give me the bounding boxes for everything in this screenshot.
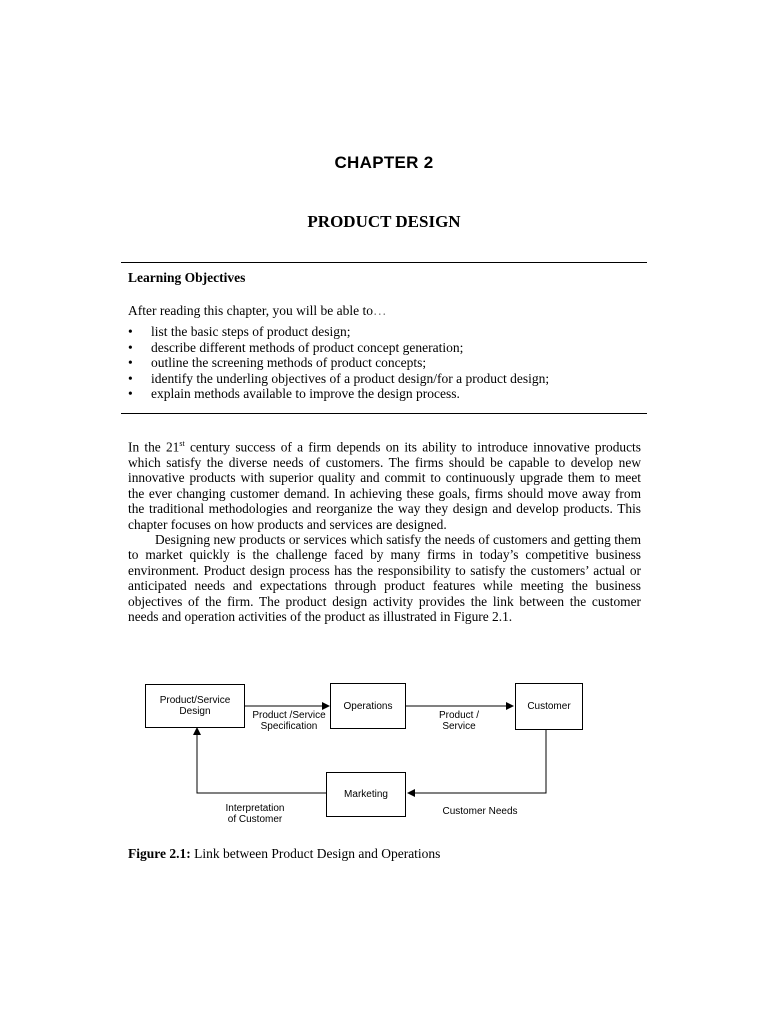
product-service-design-box [145,684,245,728]
arrow-customer-to-marketing [408,730,546,793]
caption-text: Link between Product Design and Operations [190,846,441,861]
spec-label-line2: Specification [260,721,318,732]
learning-objectives-intro [128,303,387,319]
product-service-design-text: Product/Service Design [159,695,231,717]
p1-start: In the 21 [128,439,180,455]
interp-label-line2: of Customer [227,814,283,825]
list-item [128,340,648,356]
learning-objectives-heading: Learning Objectives [128,270,246,285]
interp-label-line1: Interpretation [225,803,285,814]
customer-box [515,683,583,730]
bullet-icon: • [128,386,133,401]
body-text [128,436,641,624]
ps-label-line2: Service [442,721,476,732]
arrow-marketing-to-design [197,728,326,793]
top-divider [121,262,647,263]
list-item [128,355,648,371]
bullet-icon: • [128,370,133,386]
spec-label-line1: Product /Service [252,710,326,721]
bottom-divider [121,413,647,414]
product-service-label [423,710,495,732]
objective-text: outline the screening methods of product concepts; [151,355,427,370]
list-item [128,324,648,340]
objective-text: identify the underling objectives of a product design/for a product design; [151,370,550,386]
figure-diagram [140,676,600,836]
learning-objectives-list [128,324,648,402]
objective-text: list the basic steps of product design; [151,324,351,339]
objective-text: describe different methods of product concept generation; [151,339,464,355]
operations-text: Operations [343,700,393,712]
caption-label: Figure 2.1: [128,846,191,861]
customer-needs-label: Customer Needs [442,806,518,817]
operations-box [330,683,406,729]
intro-ellipsis: … [373,303,387,318]
bullet-icon: • [128,324,133,339]
chapter-title: PRODUCT DESIGN [307,212,461,231]
intro-text: After reading this chapter, you will be able to [128,303,374,318]
customer-text: Customer [527,701,571,712]
ps-label-line1: Product / [438,710,480,721]
paragraph-1 [128,436,641,532]
interpretation-label [210,803,300,825]
bullet-icon: • [128,339,133,355]
chapter-number: CHAPTER 2 [334,153,434,172]
marketing-box [326,772,406,817]
marketing-text: Marketing [344,789,388,800]
paragraph-2: Designing new products or services which satisfy the needs of customers and getting them to market quickly is the challenge faced by many firms in today’s competitive business environment. Product design process has the responsibility to satisfy the customers’ actual or anticipated needs and expectations through product features while meeting the business objectives of the firm. The product design activity provides the link between the customer needs and operation activities of the product as illustrated in Figure 2.1. [128,531,641,624]
figure-caption [128,846,440,862]
bullet-icon: • [128,355,133,370]
p1-rest: century success of a firm depends on its ability to introduce innovative products which satisfy the diverse needs of customers. The firms should be capable to develop new innovative products with superior quality and commit to continuously upgrade them to meet the ever changing customer demand. In achieving these goals, firms should move away from the traditional methodologies and reorganize the way they design and develop products. This chapter focuses on how products and services are designed. [128,439,641,532]
list-item [128,386,648,402]
spec-label [247,710,331,732]
list-item [128,371,648,387]
objective-text: explain methods available to improve the design process. [151,386,460,401]
p1-superscript: st [179,439,185,448]
